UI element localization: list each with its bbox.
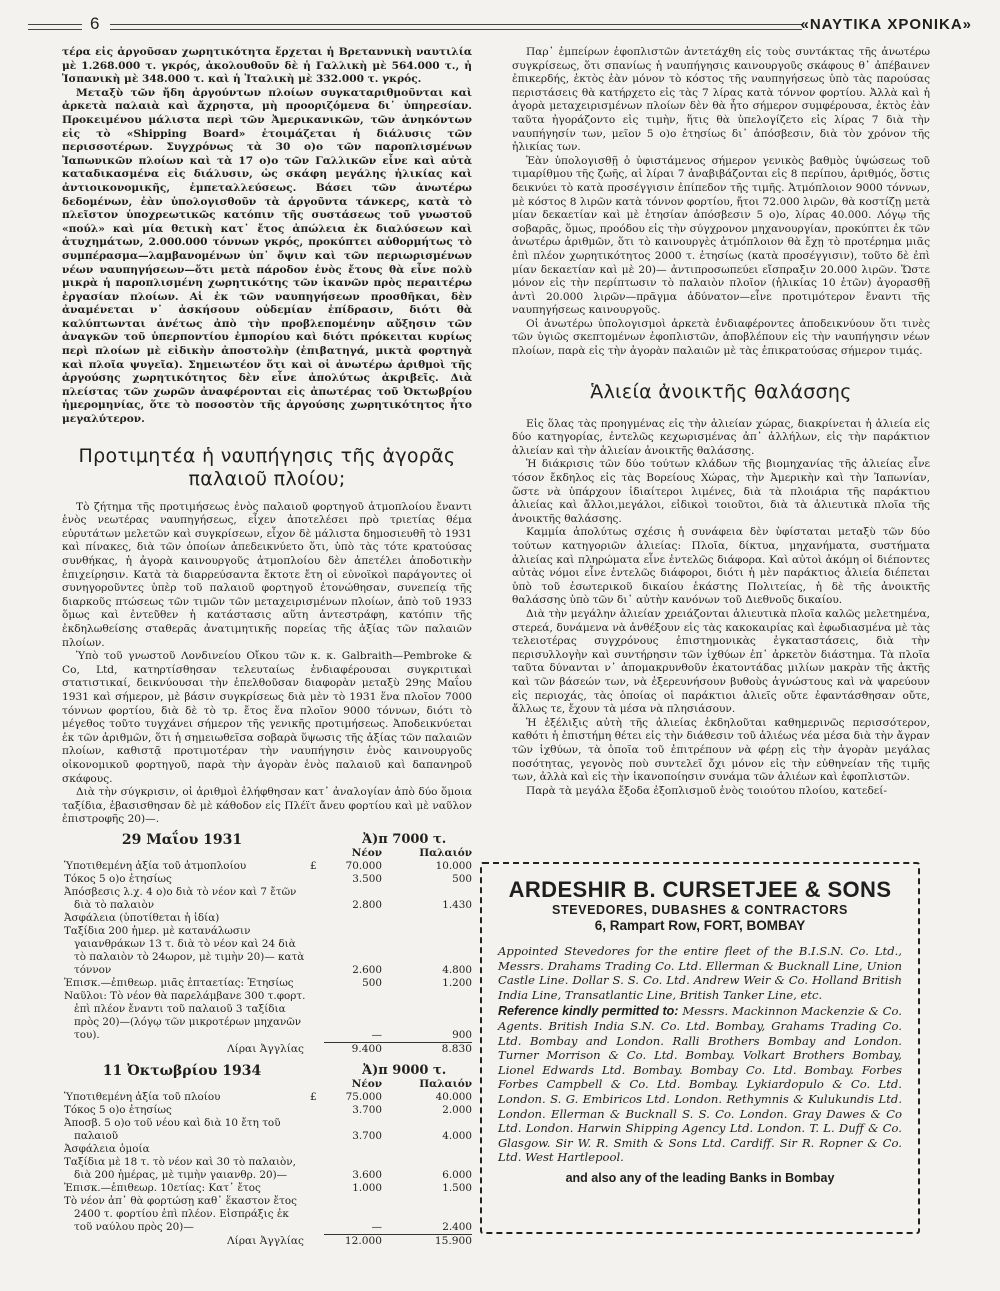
section-heading: Ἁλιεία ἀνοικτῆς θαλάσσης	[590, 380, 852, 403]
advertisement-box	[480, 862, 920, 1234]
table-total-row: Λίραι Ἀγγλίας 9.400 8.830	[227, 1042, 472, 1055]
intro-paragraph: τέρα εἰς ἀργοῦσαν χωρητικότητα ἔρχεται ἡ Βρεταννικὴ ναυτιλία μὲ 1.268.000 τ. γκρός, ἀκολουθοῦν δὲ ἡ Γαλλικὴ μὲ 564.000 τ., ἡ Ἱσπανικὴ μὲ 348.000 τ. καὶ ἡ Ἰταλικὴ μὲ 332.000 τ. γκρός.	[62, 46, 472, 86]
left-column	[62, 46, 472, 1248]
table-total-row: Λίραι Ἀγγλίας 12.000 15.900	[227, 1234, 472, 1247]
ad-company-name: ARDESHIR B. CURSETJEE & SONS	[508, 877, 892, 902]
page-header	[28, 14, 972, 36]
comparison-table-1934	[62, 1064, 472, 1248]
table-row: Ἀσφάλεια ὁμοία	[64, 1142, 150, 1155]
article-paragraph: Ἡ διάκρισις τῶν δύο τούτων κλάδων τῆς βιομηχανίας τῆς ἁλιείας εἶνε τόσον ἔκδηλος εἰς τὰς Βορείους Χώρας, τὴν Ἀμερικὴν καὶ τὴν Ἰαπωνίαν, ὥστε νὰ ὑπάρχουν ἰδιαίτεροι λιμένες, διὰ τὰ πλοιάρια τῆς παράκτιου ἁλιείας καὶ ἄλλοι,μεγάλοι, εἰδικοὶ τοιοῦτοι, διὰ τὰ ἁλιευτικὰ πλοῖα τῆς ἀνοικτῆς θαλάσσης.	[512, 458, 930, 525]
table-row: Ἀποσβ. 5 ο)ο τοῦ νέου καὶ διὰ 10 ἔτη τοῦ παλαιοῦ 3.700 4.000	[64, 1116, 472, 1142]
table-row: Ἀσφάλεια (ὑποτίθεται ἡ ἰδία)	[64, 911, 220, 924]
table-body	[62, 1091, 472, 1248]
table-header	[62, 1064, 472, 1078]
article-paragraph: Ὑπὸ τοῦ γνωστοῦ Λονδινείου Οἴκου τῶν κ. κ. Galbraith—Pembroke & Co, Ltd, κατηρτίσθησαν τελευταίως ἐνδιαφέρουσαι συγκριτικαὶ στατιστικαί, δεικνύουσαι τὴν ἐπελθοῦσαν διαφορὰν μεταξὺ 29ης Μαΐου 1931 καὶ σήμερον, μὲ βάσιν συγκρίσεως διὰ μὲν τὸ 1931 ἕνα πλοῖον 7000 τόννων φορτίου, διὰ δὲ τὸ τρ. ἔτος ἕνα πλοῖον 9000 τόννων, διότι τὸ μέγεθος τοῦτο τυγχάνει σήμερον τῆς γενικῆς προτιμήσεως. Ἀποδεικνύεται ἐκ τῶν ἀριθμῶν, ὅτι ἡ σημειωθεῖσα σοβαρὰ ὕψωσις τῆς ἀξίας τῶν παλαιῶν πλοίων, καθιστᾷ προτιμοτέραν τὴν ναυπήγησιν ἑνὸς καινουργοῦς οἰκονομικοῦ φορτηγοῦ, παρὰ τὴν ἀγορὰν ἑνὸς παλαιοῦ καὶ δαπανηροῦ σκάφους.	[62, 650, 472, 785]
table-body	[62, 860, 472, 1056]
column-new: Νέον	[351, 1077, 382, 1090]
intro-paragraph: Μεταξὺ τῶν ἤδη ἀργούντων πλοίων συγκαταριθμοῦνται καὶ ἀρκετὰ παλαιὰ καὶ ἄχρηστα, μὴ προοριζόμενα δι᾽ ὑπηρεσίαν. Προκειμένου μάλιστα περὶ τῶν Ἀμερικανικῶν, τῶν ἀνηκόντων εἰς τὸ «Shipping Board» ἑτοιμάζεται ἡ διάλυσις τῶν περισσοτέρων. Συγχρόνως τὰ 30 ο)ο τῶν παροπλισμένων Ἰαπωνικῶν πλοίων καὶ τὰ 17 ο)ο τῶν Γαλλικῶν εἶνε καὶ αὐτὰ καταδικασμένα εἰς διάλυσιν, ὡς σκάφη μεγάλης ἡλικίας καὶ ἀντιοικονομικῆς, ἐμπεταλλεύσεως. Βάσει τῶν ἀνωτέρω δεδομένων, ἐὰν ὑπολογισθοῦν τὰ ἀργοῦντα τάνκερς, κατὰ τὸ πλεῖστον ὑποχρεωτικῶς κατόπιν τῆς συστάσεως τοῦ γνωστοῦ «πούλ» καὶ μία θετικὴ κατ᾽ ἔτος ἀπώλεια ἐκ διαλύσεων καὶ ἀτυχημάτων, 2.000.000 τόννων γκρός, προκύπτει αὐθορμήτως τὸ συμπέρασμα—λαμβανομένων ὑπ᾽ ὄψιν καὶ τῶν περιωρισμένων νέων ναυπηγήσεων—ὅτι μετὰ πάροδον ἑνὸς ἔτους θὰ εἶνε πολὺ μικρὰ ἡ παροπλισμένη χωρητικότης τῶν ἱκανῶν πρὸς περαιτέρω ἐργασίαν πλοίων. Αἱ ἐκ τῶν ναυπηγήσεων προσθῆκαι, δὲν ἀναμένεται ν᾽ ἀσκήσουν οὐδεμίαν ἐπίδρασιν, διότι θὰ καλύπτωνται ἀνέτως ἀπὸ τὴν προβλεπομένην αὔξησιν τῶν ἀναγκῶν τοῦ ὑπερποντίου ἐμπορίου καὶ διότι πρόκειται κυρίως περὶ πλοίων μὲ εἰδικὴν ἀποστολὴν (ἐπιβατηγά, μικτὰ φορτηγὰ καὶ πλοῖα ψυγεῖα). Σημειωτέον ὅτι καὶ οἱ ἀνωτέρω ἀριθμοὶ τῆς ἀργούσης χωρητικότητος δὲν εἶνε ἀπολύτως ἀκριβεῖς. Διὰ πλείστας τῶν χωρῶν ἀναφέρονται εἰς ἀπωτέρας τοῦ Ὀκτωβρίου ἡμερομηνίας, ὅτε τὸ ποσοστὸν τῆς ἀργούσης χωρητικότητος ἦτο μεγαλύτερον.	[62, 86, 472, 426]
table-row: Ἐπισκ.—ἐπιθεωρ. 10ετίας: Κατ᾽ ἔτος 1.000 1.500	[64, 1181, 472, 1194]
ad-subtitle: STEVEDORES, DUBASHES & CONTRACTORS	[552, 903, 848, 917]
ad-reference-list: Messrs. Mackinnon Mackenzie & Co. Agents. British India S.N. Co. Ltd. Bombay, Grahams Trading Co. Ltd. Bombay and London. Ralli Brothers Bombay and London. Turner Morrison & Co. Ltd. Bombay. Volkart Brothers Bombay, Lionel Edwards Ltd. Bombay. Bombay Co. Ltd. Bombay. Forbes Forbes Campbell & Co. Ltd. Bombay. Lykiardopulo & Co. Ltd. London. S. G. Embiricos Ltd. London. Rethymnis & Kulukundis Ltd. London. Ellerman & Bucknall S. S. Co. London. Gray Dawes & Co Ltd. London. Harwin Shipping Agency Ltd. London. T. L. Duff & Co. Glasgow. Sir W. R. Smith & Sons Ltd. Cardiff. Sir R. Ropner & Co. Ltd. West Hartlepool.	[498, 1004, 902, 1165]
article-paragraph: Διὰ τὴν σύγκρισιν, οἱ ἀριθμοὶ ἐλήφθησαν κατ᾽ ἀναλογίαν ἀπὸ δύο ὅμοια ταξίδια, ἑβασισθησαν δὲ μὲ κάθοδον εἰς Πλέϊτ ἄνευ φορτίου καὶ μὲ ναῦλον ἐπιστροφῆς 20)—.	[62, 786, 472, 826]
comparison-table-1931	[62, 833, 472, 1056]
ad-footer: and also any of the leading Banks in Bombay	[565, 1170, 835, 1185]
article-paragraph: Εἰς ὅλας τὰς προηγμένας εἰς τὴν ἁλιείαν χώρας, διακρίνεται ἡ ἁλιεία εἰς δύο κατηγορίας, ἐντελῶς κεχωρισμένας ἀπ᾽ ἀλλήλων, εἰς τὴν παράκτιον ἁλιείαν καὶ τὴν ἁλιείαν ἀνοικτῆς θαλάσσης.	[512, 417, 930, 457]
column-new: Νέον	[351, 846, 382, 859]
table-row: Τὸ νέον ἀπ᾽ θὰ φορτώσῃ καθ᾽ ἕκαστον ἔτος 2400 τ. φορτίου ἐπὶ πλέον. Εἰσπράξις ἐκ τοῦ ναύλου πρὸς 20)— — 2.400	[64, 1194, 472, 1233]
table-ship-size: Ἀ)π 7000 τ.	[362, 831, 447, 847]
right-column	[512, 46, 930, 798]
ad-appointed-text: Appointed Stevedores for the entire fleet of the B.I.S.N. Co. Ltd., Messrs. Drahams Trading Co. Ltd. Ellerman & Bucknall Line, Union Castle Line. Dollar S. S. Co. Ltd. Andrew Weir & Co. Holland British India Line, Transatlantic Line, British Tanker Line, etc.	[498, 944, 902, 1002]
table-row: Ἐπισκ.—ἐπιθεωρ. μιᾶς ἑπταετίας: Ἐτησίως 500 1.200	[64, 976, 472, 989]
section-heading: Προτιμητέα ἡ ναυπήγησις τῆς ἀγορᾶς παλαιοῦ πλοίου;	[78, 444, 456, 490]
table-row: Ταξίδια 200 ἡμερ. μὲ κατανάλωσιν γαιανθράκων 13 τ. διὰ τὸ νέον καὶ 24 διὰ τὸ παλαιὸν τὸ 24ωρον, μὲ τιμὴν 20)— κατὰ τόννον 2.600 4.800	[64, 924, 472, 976]
table-date: 29 Μαΐου 1931	[121, 831, 243, 848]
table-date: 11 Ὀκτωβρίου 1934	[102, 1062, 262, 1079]
table-row: Ὑποτιθεμένη ἀξία τοῦ πλοίου £ 75.000 40.000	[64, 1090, 472, 1103]
ad-references	[498, 1004, 902, 1165]
table-row: Ὑποτιθεμένη ἀξία τοῦ ἀτμοπλοίου £ 70.000 10.000	[64, 859, 472, 872]
article-paragraph: Οἱ ἀνωτέρω ὑπολογισμοὶ ἀρκετὰ ἐνδιαφέροντες ἀποδεικνύουν ὅτι τινὲς τῶν ὑγιῶς σκεπτομένων ἐφοπλιστῶν, ἀποβλέπουν εἰς τὴν ναυπήγησιν νέων πλοίων, παρὰ εἰς τὴν ἀγορὰν παλαιῶν μὲ τὰς ἐπικρατούσας σήμερον τιμάς.	[512, 317, 930, 358]
header-rule-left	[28, 24, 82, 30]
article-paragraph: Τὸ ζήτημα τῆς προτιμήσεως ἑνὸς παλαιοῦ φορτηγοῦ ἀτμοπλοίου ἔναντι ἑνὸς νεωτέρας ναυπηγήσεως, εἶχεν ἀποτελέσει πρὸ τριετίας θέμα εὐρυτάτων μελετῶν καὶ συγκρίσεων, εἶχον δὲ μάλιστα δημοσιευθῆ τὸ 1931 καὶ πίνακες, διὰ τῶν ὁποίων ἀπεδεικνύετο ὅτι, ὑπὸ τὰς τότε κρατούσας συνθήκας, ἡ ἀγορὰ καινουργοῦς ἀτμοπλοίου δὲν ἀπετέλει ἀποδοτικὴν ἐπιχείρησιν. Κατὰ τὰ διαρρεύσαντα ἔκτοτε ἔτη οἱ εὐνοϊκοὶ παράγοντες οἱ συνηγοροῦντες ὑπὲρ τοῦ παλαιοῦ φορτηγοῦ ἐτονώθησαν, συνεπείᾳ τῆς διαρκοῦς πτώσεως τῶν τιμῶν τῶν μεταχειρισμένων πλοίων, ἀπὸ τοῦ 1933 ὅμως καὶ ἐντεῦθεν ἡ κατάστασις αὕτη ἀντεστράφη, κατόπιν τῆς ἐκδηλωθείσης σταθερᾶς ἀνατιμητικῆς πορείας τῆς ἀξίας τῶν παλαιῶν πλοίων.	[62, 500, 472, 649]
table-header	[62, 833, 472, 847]
table-row: Τόκος 5 ο)ο ἐτησίως 3.500 500	[64, 872, 472, 885]
article-paragraph: Παρ᾽ ἐμπείρων ἐφοπλιστῶν ἀντετάχθη εἰς τοὺς συντάκτας τῆς ἀνωτέρω συγκρίσεως, ὅτι σπανίως ἡ ναυπήγησις καινουργοῦς σκάφους θ᾽ ἀπέβαινεν ἐπικερδής, ἐκτὸς ἐὰν μόνον τὸ κόστος τῆς ναυπηγήσεως ὑπὸ τὰς παρούσας περιστάσεις θὰ κατήρχετο εἰς τὰς 7 λίρας κατὰ τόννον φορτίου. Ἀλλὰ καὶ ἡ ἀγορὰ μεταχειρισμένων πλοίων δὲν θὰ ἦτο σήμερον συμφέρουσα, ἐκτὸς ἐὰν ταῦτα ἠγοράζοντο εἰς τιμὴν, ἥτις θὰ ὑπελογίζετο εἰς λίρας 7 διὰ τὴν ναυπήγησίν των, μεῖον 5 ο)ο ἐτησίως δι᾽ ἀπόσβεσιν, διὰ τὸν χρόνον τῆς ἡλικίας των.	[512, 46, 930, 154]
table-columns	[62, 847, 472, 860]
column-old: Παλαιόν	[419, 846, 472, 859]
article-paragraph: Ἐὰν ὑπολογισθῇ ὁ ὑφιστάμενος σήμερον γενικὸς βαθμὸς ὑψώσεως τοῦ τιμαρίθμου τῆς ζωῆς, αἱ λίραι 7 ἀναβιβάζονται εἰς 8 περίπου, ἀριθμός, ὅστις δεικνύει τὸ κατὰ προσέγγισιν ἐπίπεδον τῆς τιμῆς. Ἀτμόπλοιον 9000 τόννων, μὲ κόστος 8 λιρῶν κατὰ τόννον φορτίου, ἤτοι 72.000 λιρῶν, θὰ κοστίζῃ μετὰ μίαν δεκαετίαν καὶ μὲ ἐτησίαν ἀπόσβεσιν 5 ο)ο, λίρας 40.000. Λόγῳ τῆς σοβαρᾶς, ὅμως, προόδου εἰς τὴν σύγχρονον μηχανουργίαν, προκύπτει ἐκ τῶν ἀνωτέρω ἀριθμῶν, ὅτι τὸ καινουργὲς ἀτμόπλοιον θὰ ἔχῃ τὸ προτέρημα μιᾶς ἐπὶ πλέον χωρητικότητος 2000 τ. ἐτησίως (κατὰ προσέγγισιν), τοῦτο δὲ ἐπὶ μίαν δεκαετίαν καὶ μὲ 20)— ἀντιπροσωπεύει εἴσπραξιν 20.000 λιρῶν. Ὥστε μόνον εἰς τὴν περίπτωσιν τὸ παλαιὸν πλοῖον (ἡλικίας 10 ἐτῶν) ἀγορασθῇ ἀντὶ 20.000 λιρῶν—πρᾶγμα ἀδύνατον—εἶνε προτιμότερον ἔναντι τῆς ναυπηγήσεως καινουργοῦς.	[512, 154, 930, 317]
article-paragraph: Παρὰ τὰ μεγάλα ἔξοδα ἐξοπλισμοῦ ἑνὸς τοιούτου πλοίου, κατεδεί-	[526, 784, 887, 797]
article-paragraph: Ἡ ἐξέλιξις αὐτὴ τῆς ἁλιείας ἐκδηλοῦται καθημερινῶς περισσότερον, καθότι ἡ ἐπιστήμη θέτει εἰς τὴν διάθεσιν τοῦ ἁλιέως νέα μέσα διὰ τὴν ἄγραν τῶν ἰχθύων, τὰ ὁποῖα τοῦ ἐπιτρέπουν νὰ φέρῃ εἰς τὴν ἀγορὰν μεγάλας ποσότητας, γεγονὸς ποὺ συντελεῖ ὄχι μόνον εἰς τὴν εὐθηνείαν τῆς τιμῆς των, ἀλλὰ καὶ εἰς τὴν ἱκανοποίησιν συνάμα τῶν ἁλιέων καὶ ἐφοπλιστῶν.	[512, 716, 930, 784]
table-row: Ταξίδια μὲ 18 τ. τὸ νέον καὶ 30 τὸ παλαιὸν, διὰ 200 ἡμέρας, μὲ τιμὴν γαιανθρ. 20)— 3.600 6.000	[64, 1155, 472, 1181]
article-paragraph: Διὰ τὴν μεγάλην ἁλιείαν χρειάζονται ἁλιευτικὰ πλοῖα καλῶς μελετημένα, στερεά, δυνάμενα νὰ ἀνθέξουν εἰς τὰς κακοκαιρίας καὶ ἐφωδιασμένα μὲ τὰς τελειοτέρας συγχρόνους ἐπιστημονικὰς ἐγκαταστάσεις, διὰ τὴν περισυλλογὴν καὶ συντήρησιν τῶν ἰχθύων ἐπ᾽ ἀρκετὸν διάστημα. Τὰ πλοῖα ταῦτα δύνανται ν᾽ ἀπομακρυνθοῦν ἑκατοντάδας μιλίων μακρὰν τῆς ἀκτῆς καὶ τῶν βάσεών των, νὰ ἐξερευνήσουν βυθοὺς ἀγνώστους καὶ νὰ ψαρεύουν εἰς περιοχάς, τὰς ὁποίας οἱ παράκτιοι ἁλιεῖς οὔτε ἐφαντάσθησαν οὔτε, ἄλλως τε, ἔχουν τὰ μέσα νὰ πλησιάσουν.	[512, 607, 930, 716]
publication-title: «ΝΑΥΤΙΚΑ ΧΡΟΝΙΚΑ»	[800, 16, 972, 33]
table-row: Ἀπόσβεσις λ.χ. 4 ο)ο διὰ τὸ νέον καὶ 7 ἔτῶν διὰ τὸ παλαιὸν 2.800 1.430	[64, 885, 472, 911]
header-rule-right	[110, 24, 802, 30]
ad-reference-label: Reference kindly permitted to:	[498, 1004, 679, 1019]
page-number: 6	[90, 14, 100, 33]
table-row: Ναῦλοι: Τὸ νέον θὰ παρελάμβανε 300 τ.φορτ. ἐπὶ πλέον ἔναντι τοῦ παλαιοῦ 3 ταξίδια πρὸς 20)—(λόγῳ τῶν μικροτέρων μηχανῶν του). — 900	[64, 989, 472, 1041]
table-ship-size: Ἀ)π 9000 τ.	[362, 1062, 447, 1078]
column-old: Παλαιόν	[419, 1077, 472, 1090]
article-paragraph: Καμμία ἀπολύτως σχέσις ἡ συνάφεια δὲν ὑφίσταται μεταξὺ τῶν δύο τούτων κατηγοριῶν ἁλιείας: Πλοῖα, δίκτυα, μηχανήματα, συστήματα ἁλιείας καὶ πληρώματα εἶνε ἐντελῶς διάφορα. Καὶ αὐτοὶ ἀκόμη οἱ διέποντες αὐτὰς νόμοι εἶνε ἐντελῶς διάφοροι, διότι ἡ μὲν παράκτιος ἁλιεία διέπεται ὑπὸ τοῦ ἐσωτερικοῦ δικαίου ἑκάστης Πολιτείας, ἡ δὲ τῆς ἀνοικτῆς θαλάσσης ὑπὸ τῶν δι᾽ αὐτὴν κανόνων τοῦ Διεθνοῦς δικαίου.	[512, 526, 930, 607]
ad-address: 6, Rampart Row, FORT, BOMBAY	[594, 918, 806, 933]
table-row: Τόκος 5 ο)ο ἐτησίως 3.700 2.000	[64, 1103, 472, 1116]
table-columns	[62, 1078, 472, 1091]
